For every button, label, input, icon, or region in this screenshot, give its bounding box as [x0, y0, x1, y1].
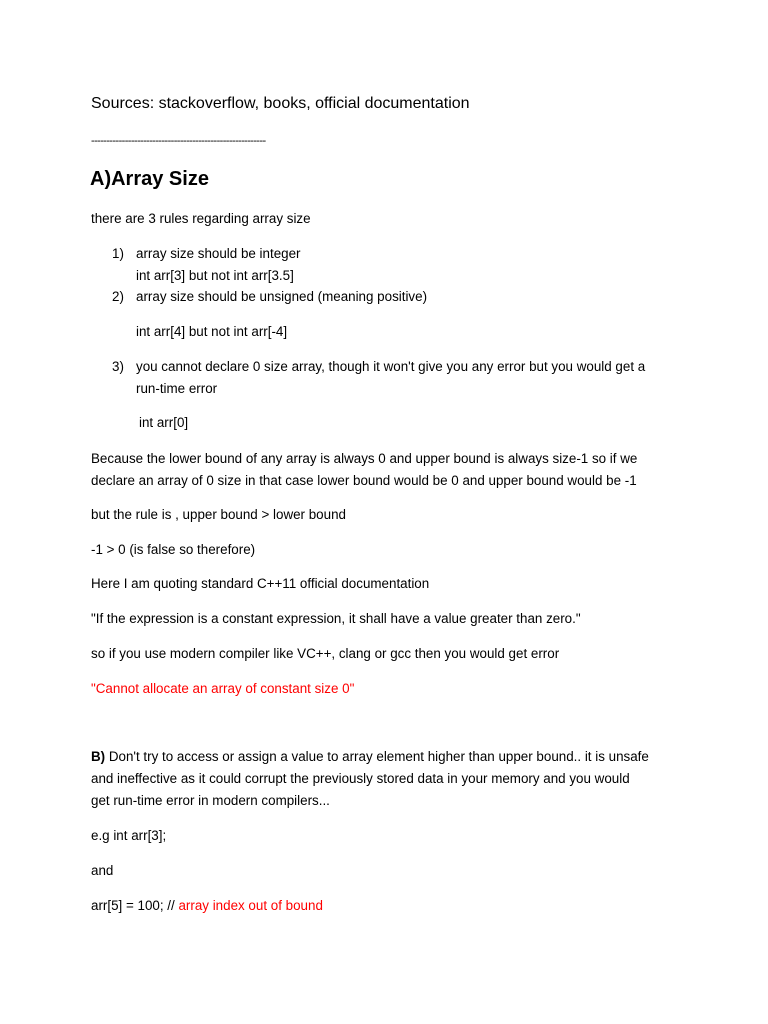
- example-line: e.g int arr[3];: [91, 828, 167, 843]
- quoting-line: Here I am quoting standard C++11 official documentation: [91, 576, 430, 591]
- rule-1-line-2: int arr[3] but not int arr[3.5]: [136, 268, 294, 283]
- rule-line: but the rule is , upper bound > lower bound: [91, 507, 346, 522]
- rule-3-code: int arr[0]: [139, 415, 189, 430]
- section-b-paragraph-line-3: get run-time error in modern compilers...: [91, 793, 330, 808]
- section-a-intro: there are 3 rules regarding array size: [91, 211, 311, 226]
- section-b-paragraph-line-2: and ineffective as it could corrupt the previously stored data in your memory and you would: [91, 771, 630, 786]
- compiler-line: so if you use modern compiler like VC++, clang or gcc then you would get error: [91, 646, 560, 661]
- and-line: and: [91, 863, 114, 878]
- rule-2-number: 2): [112, 289, 124, 304]
- rule-3-line-2: run-time error: [136, 381, 218, 396]
- rule-3-line-1: you cannot declare 0 size array, though it won't give you any error but you would get a: [136, 359, 646, 374]
- rule-3-number: 3): [112, 359, 124, 374]
- standard-quote: "If the expression is a constant expression, it shall have a value greater than zero.": [91, 611, 581, 626]
- rule-2-line-2: int arr[4] but not int arr[-4]: [136, 324, 288, 339]
- code-statement: arr[5] = 100; //: [91, 898, 179, 913]
- code-line: [91, 895, 323, 917]
- code-comment: array index out of bound: [178, 898, 323, 913]
- section-a-heading: A)Array Size: [90, 168, 209, 190]
- explanation-line-1: Because the lower bound of any array is always 0 and upper bound is always size-1 so if we: [91, 451, 638, 466]
- explanation-line-2: declare an array of 0 size in that case lower bound would be 0 and upper bound would be -1: [91, 473, 637, 488]
- rule-2-line-1: array size should be unsigned (meaning positive): [136, 289, 428, 304]
- error-message: "Cannot allocate an array of constant size 0": [91, 681, 355, 696]
- section-b-paragraph-line-1: [91, 746, 649, 768]
- divider-line: ---------------------------------------------------------: [91, 135, 266, 147]
- section-b-label: B): [91, 749, 106, 764]
- rule-1-number: 1): [112, 246, 124, 261]
- section-b-line-1-text: Don't try to access or assign a value to array element higher than upper bound.. it is unsafe: [105, 749, 649, 764]
- sources-line: Sources: stackoverflow, books, official documentation: [91, 95, 470, 112]
- comparison-line: -1 > 0 (is false so therefore): [91, 542, 256, 557]
- rule-1-line-1: array size should be integer: [136, 246, 301, 261]
